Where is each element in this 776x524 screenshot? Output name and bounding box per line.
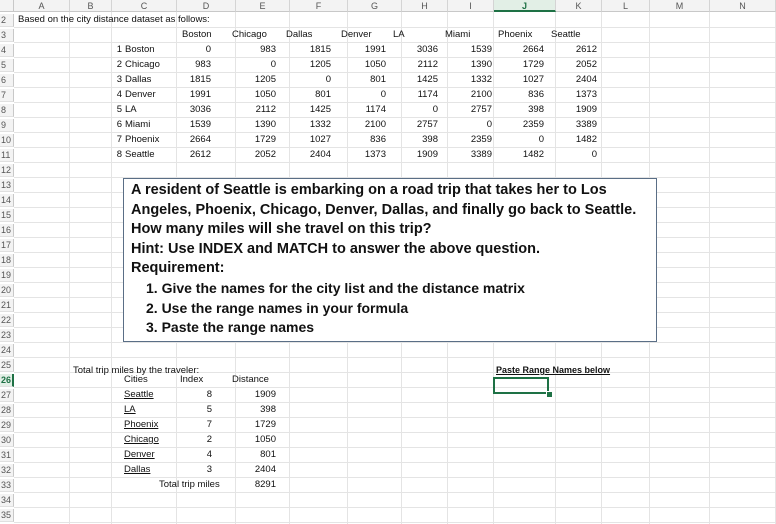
trip-index[interactable]: 8 [206,389,212,400]
column-header[interactable]: B [70,0,112,12]
matrix-value[interactable]: 836 [370,134,386,145]
matrix-index[interactable]: 3 [116,74,122,85]
column-header[interactable]: F [290,0,348,12]
matrix-value[interactable]: 2404 [309,149,331,160]
row-header[interactable]: 14 [0,194,14,207]
row-header[interactable]: 30 [0,434,14,447]
matrix-value[interactable]: 0 [486,119,492,130]
matrix-city[interactable]: Seattle [125,149,155,160]
row-header[interactable]: 9 [0,119,14,132]
trip-index[interactable]: 7 [206,419,212,430]
matrix-value[interactable]: 2612 [575,44,597,55]
row-header[interactable]: 24 [0,344,14,357]
row-header[interactable]: 28 [0,404,14,417]
matrix-value[interactable]: 0 [432,104,438,115]
matrix-value[interactable]: 3036 [416,44,438,55]
matrix-value[interactable]: 1332 [470,74,492,85]
matrix-value[interactable]: 0 [205,44,211,55]
matrix-value[interactable]: 0 [270,59,276,70]
grid-line [14,162,776,163]
matrix-value[interactable]: 1050 [254,89,276,100]
matrix-value[interactable]: 3036 [189,104,211,115]
column-header[interactable]: K [556,0,602,12]
grid-line [14,357,776,358]
matrix-value[interactable]: 1729 [522,59,544,70]
trip-distance[interactable]: 1729 [254,419,276,430]
trip-city[interactable]: LA [124,404,136,415]
matrix-value[interactable]: 1390 [470,59,492,70]
row-header[interactable]: 22 [0,314,14,327]
matrix-value[interactable]: 2404 [575,74,597,85]
matrix-header[interactable]: Seattle [551,29,581,40]
row-header[interactable]: 5 [0,59,14,72]
grid-line [14,522,776,523]
paste-range-label[interactable]: Paste Range Names below [496,365,611,375]
matrix-index[interactable]: 2 [116,59,122,70]
matrix-value[interactable]: 1482 [522,149,544,160]
row-header[interactable]: 35 [0,509,14,522]
matrix-value[interactable]: 0 [380,89,386,100]
grid-line [14,492,776,493]
matrix-header[interactable]: Denver [341,29,372,40]
matrix-value[interactable]: 1205 [254,74,276,85]
row-header[interactable]: 25 [0,359,14,372]
matrix-value[interactable]: 1205 [309,59,331,70]
matrix-value[interactable]: 0 [591,149,597,160]
row-header[interactable]: 34 [0,494,14,507]
matrix-value[interactable]: 0 [325,74,331,85]
matrix-value[interactable]: 1815 [189,74,211,85]
column-header[interactable]: A [14,0,70,12]
row-header[interactable]: 13 [0,179,14,192]
trip-index[interactable]: 4 [206,449,212,460]
requirement-title: Requirement: [131,260,225,277]
matrix-value[interactable]: 2112 [417,59,438,70]
row-header[interactable]: 3 [0,29,14,42]
matrix-city[interactable]: Chicago [125,59,160,70]
matrix-city[interactable]: LA [125,104,137,115]
matrix-city[interactable]: Phoenix [125,134,160,145]
grid-line [14,342,776,343]
column-header[interactable]: M [650,0,710,12]
row-header[interactable]: 19 [0,269,14,282]
row-header[interactable]: 26 [0,374,14,387]
trip-city[interactable]: Phoenix [124,419,159,430]
trip-city[interactable]: Denver [124,449,155,460]
matrix-value[interactable]: 1539 [189,119,211,130]
row-header[interactable]: 10 [0,134,14,147]
row-header[interactable]: 21 [0,299,14,312]
matrix-value[interactable]: 1909 [416,149,438,160]
hint-text: Hint: Use INDEX and MATCH to answer the above question. [131,240,540,257]
row-header[interactable]: 31 [0,449,14,462]
matrix-header[interactable]: Miami [445,29,471,40]
matrix-value[interactable]: 1482 [575,134,597,145]
matrix-value[interactable]: 2052 [254,149,276,160]
trip-city[interactable]: Chicago [124,434,159,445]
trip-distance[interactable]: 801 [260,449,276,460]
matrix-value[interactable]: 2664 [189,134,211,145]
matrix-header[interactable]: Phoenix [498,29,533,40]
trip-index[interactable]: 3 [206,464,212,475]
matrix-value[interactable]: 3389 [470,149,492,160]
row-header[interactable]: 15 [0,209,14,222]
trip-distance[interactable]: 2404 [254,464,276,475]
column-header[interactable]: N [710,0,776,12]
matrix-value[interactable]: 2100 [364,119,386,130]
matrix-value[interactable]: 2052 [575,59,597,70]
column-header[interactable]: L [602,0,650,12]
column-header[interactable]: H [402,0,448,12]
matrix-value[interactable]: 0 [538,134,544,145]
matrix-value[interactable]: 2757 [416,119,438,130]
trip-header-distance[interactable]: Distance [232,374,269,385]
grid-line [14,507,776,508]
requirement-item: 3. Paste the range names [146,319,315,336]
matrix-value[interactable]: 398 [528,104,544,115]
trip-distance[interactable]: 1050 [254,434,276,445]
matrix-value[interactable]: 1174 [365,104,386,115]
matrix-index[interactable]: 6 [116,119,122,130]
matrix-value[interactable]: 1425 [416,74,438,85]
trip-city[interactable]: Dallas [124,464,151,475]
matrix-index[interactable]: 5 [116,104,122,115]
intro-text[interactable]: Based on the city distance dataset as follows: [18,14,210,25]
row-header[interactable]: 4 [0,44,14,57]
row-header[interactable]: 17 [0,239,14,252]
matrix-value[interactable]: 801 [315,89,331,100]
matrix-value[interactable]: 2112 [255,104,276,115]
row-header[interactable]: 27 [0,389,14,402]
column-header[interactable]: D [177,0,236,12]
row-header[interactable]: 32 [0,464,14,477]
matrix-index[interactable]: 7 [116,134,122,145]
matrix-value[interactable]: 1909 [575,104,597,115]
matrix-index[interactable]: 8 [116,149,122,160]
trip-total-value[interactable]: 8291 [254,479,276,490]
row-header[interactable]: 8 [0,104,14,117]
matrix-value[interactable]: 1991 [364,44,386,55]
row-header[interactable]: 2 [0,14,14,27]
matrix-city[interactable]: Miami [125,119,151,130]
matrix-value[interactable]: 3389 [575,119,597,130]
matrix-header[interactable]: Dallas [286,29,313,40]
matrix-value[interactable]: 2359 [522,119,544,130]
trip-distance[interactable]: 398 [260,404,276,415]
matrix-value[interactable]: 2359 [470,134,492,145]
trip-header-cities[interactable]: Cities [124,374,148,385]
matrix-value[interactable]: 1815 [309,44,331,55]
matrix-value[interactable]: 836 [528,89,544,100]
matrix-header[interactable]: LA [393,29,405,40]
matrix-value[interactable]: 1539 [470,44,492,55]
matrix-value[interactable]: 1050 [364,59,386,70]
matrix-value[interactable]: 2664 [522,44,544,55]
active-cell-J26[interactable] [493,377,549,394]
matrix-value[interactable]: 1373 [364,149,386,160]
matrix-value[interactable]: 1991 [189,89,211,100]
trip-city[interactable]: Seattle [124,389,154,400]
matrix-header[interactable]: Boston [182,29,212,40]
matrix-value[interactable]: 1425 [309,104,331,115]
row-header[interactable]: 29 [0,419,14,432]
matrix-index[interactable]: 4 [116,89,122,100]
matrix-value[interactable]: 398 [422,134,438,145]
trip-index[interactable]: 2 [206,434,212,445]
trip-header-index[interactable]: Index [180,374,204,385]
matrix-value[interactable]: 983 [260,44,276,55]
row-header[interactable]: 33 [0,479,14,492]
column-header[interactable]: E [236,0,290,12]
row-header[interactable]: 12 [0,164,14,177]
row-header[interactable]: 7 [0,89,14,102]
matrix-value[interactable]: 2757 [470,104,492,115]
fill-handle[interactable] [546,391,553,398]
select-all-corner[interactable] [0,0,14,12]
matrix-value[interactable]: 1332 [309,119,331,130]
grid-line [14,477,776,478]
row-header[interactable]: 23 [0,329,14,342]
row-header[interactable]: 16 [0,224,14,237]
matrix-value[interactable]: 801 [370,74,386,85]
matrix-value[interactable]: 983 [195,59,211,70]
matrix-city[interactable]: Boston [125,44,155,55]
column-header[interactable]: G [348,0,402,12]
trip-total-label[interactable]: Total trip miles [159,479,220,490]
matrix-value[interactable]: 1373 [575,89,597,100]
trip-title[interactable]: Total trip miles by the traveler: [73,365,200,376]
trip-distance[interactable]: 1909 [254,389,276,400]
matrix-value[interactable]: 1390 [254,119,276,130]
row-header[interactable]: 18 [0,254,14,267]
row-header[interactable]: 20 [0,284,14,297]
matrix-value[interactable]: 1729 [254,134,276,145]
matrix-header[interactable]: Chicago [232,29,267,40]
trip-index[interactable]: 5 [206,404,212,415]
question-text: A resident of Seattle is embarking on a road trip that takes her to Los Angeles, Phoenix, Chicago, Denver, Dallas, and finally go back to Seattle. How many miles will she travel on this trip? [131,182,637,238]
matrix-index[interactable]: 1 [116,44,122,55]
matrix-value[interactable]: 1027 [522,74,544,85]
matrix-value[interactable]: 1174 [417,89,438,100]
row-header[interactable]: 6 [0,74,14,87]
question-textbox[interactable] [123,178,657,342]
row-header[interactable]: 11 [0,149,14,162]
matrix-city[interactable]: Dallas [125,74,152,85]
matrix-value[interactable]: 2612 [189,149,211,160]
matrix-value[interactable]: 1027 [309,134,331,145]
matrix-value[interactable]: 2100 [470,89,492,100]
column-header[interactable]: C [112,0,177,12]
column-header[interactable]: I [448,0,494,12]
column-header[interactable]: J [494,0,556,12]
requirement-item: 2. Use the range names in your formula [146,299,409,316]
requirement-item: 1. Give the names for the city list and the distance matrix [146,279,525,296]
matrix-city[interactable]: Denver [125,89,156,100]
